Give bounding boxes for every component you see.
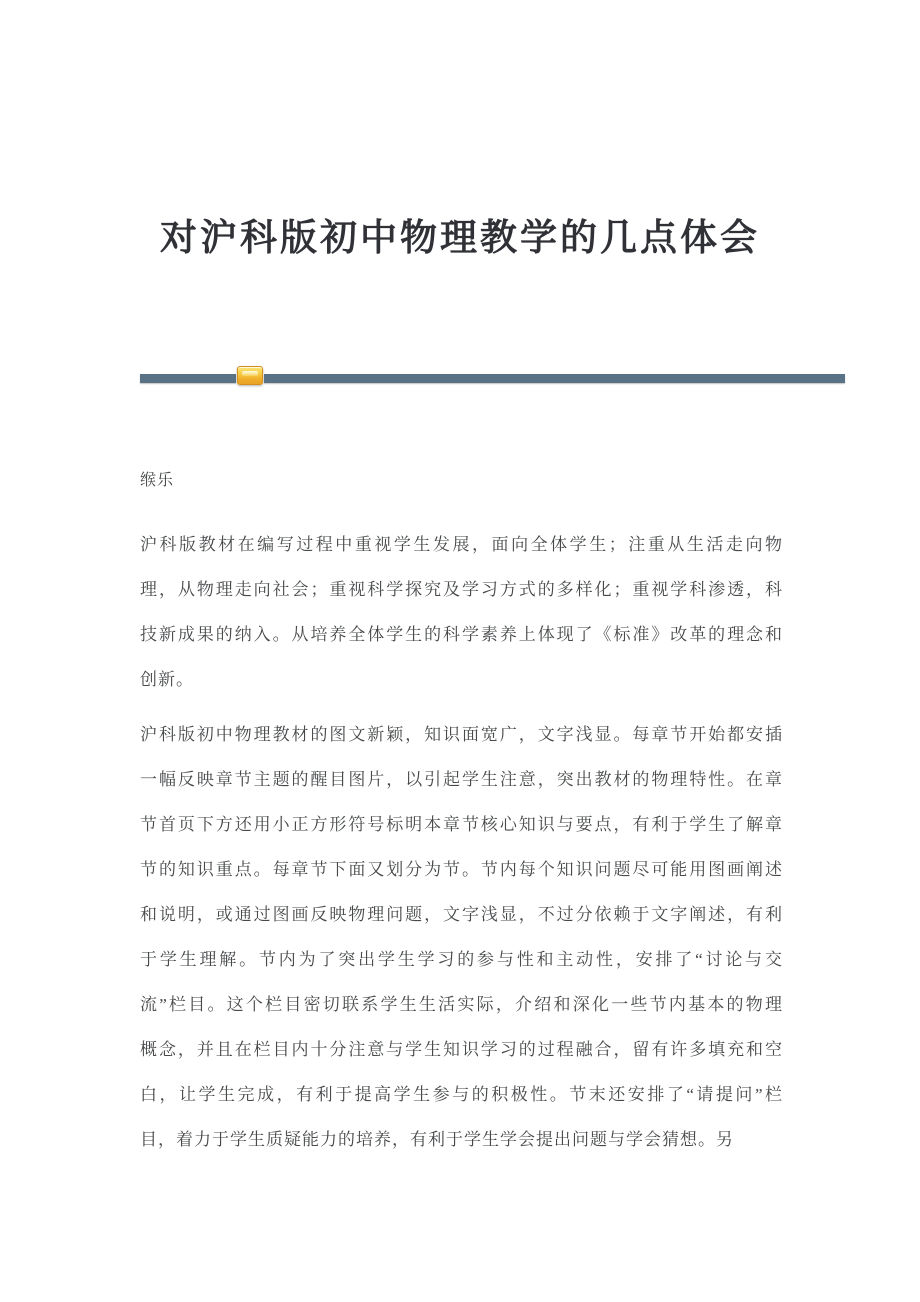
author-name: 缑乐: [140, 472, 175, 489]
paragraph-2: [140, 712, 783, 1162]
paragraph-1: [140, 522, 783, 702]
section-divider: [140, 366, 845, 386]
gold-envelope-icon: [237, 366, 263, 385]
text-line: 一幅反映章节主题的醒目图片，以引起学生注意，突出教材的物理特性。在章: [140, 770, 783, 789]
divider-bar-right: [264, 374, 845, 383]
text-line: 于学生理解。节内为了突出学生学习的参与性和主动性，安排了“讨论与交: [140, 950, 783, 969]
text-line: 沪科版初中物理教材的图文新颖，知识面宽广，文字浅显。每章节开始都安插: [140, 725, 783, 744]
text-line: 和说明，或通过图画反映物理问题，文字浅显，不过分依赖于文字阐述，有利: [140, 905, 783, 924]
text-line: 白，让学生完成，有利于提高学生参与的积极性。节末还安排了“请提问”栏: [140, 1085, 783, 1104]
text-line: 理，从物理走向社会；重视科学探究及学习方式的多样化；重视学科渗透，科: [140, 580, 783, 599]
text-line: 概念，并且在栏目内十分注意与学生知识学习的过程融合，留有许多填充和空: [140, 1040, 783, 1059]
text-line: 创新。: [140, 670, 194, 689]
document-title: 对沪科版初中物理教学的几点体会: [160, 218, 760, 259]
divider-bar-left: [140, 374, 236, 383]
text-line: 节首页下方还用小正方形符号标明本章节核心知识与要点，有利于学生了解章: [140, 815, 783, 834]
text-line: 目，着力于学生质疑能力的培养，有利于学生学会提出问题与学会猜想。另: [140, 1130, 734, 1149]
text-line: 技新成果的纳入。从培养全体学生的科学素养上体现了《标准》改革的理念和: [140, 625, 783, 644]
text-line: 节的知识重点。每章节下面又划分为节。节内每个知识问题尽可能用图画阐述: [140, 860, 783, 879]
text-line: 沪科版教材在编写过程中重视学生发展，面向全体学生；注重从生活走向物: [140, 535, 783, 554]
text-line: 流”栏目。这个栏目密切联系学生生活实际，介绍和深化一些节内基本的物理: [140, 995, 783, 1014]
